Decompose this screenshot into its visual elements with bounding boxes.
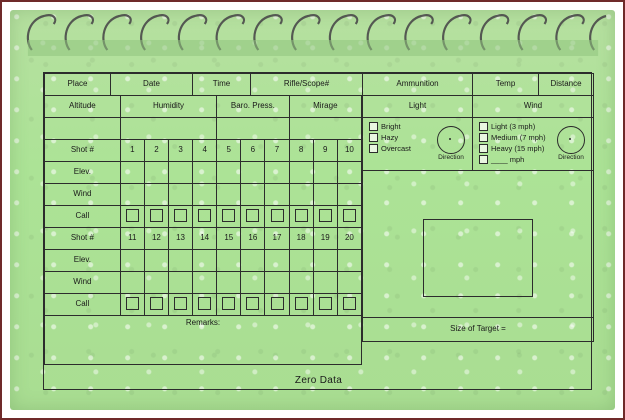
elev-cell[interactable] (144, 162, 168, 184)
call-checkbox[interactable] (246, 209, 259, 222)
section-title-wind: Wind (473, 96, 594, 118)
checkbox-icon[interactable] (369, 144, 378, 153)
table-row-call-2 (45, 294, 362, 316)
wind-cell[interactable] (120, 272, 144, 294)
checkbox-icon[interactable] (479, 155, 488, 164)
table-row-conditions (45, 96, 362, 118)
call-cell[interactable] (144, 294, 168, 316)
row-label-wind: Wind (45, 184, 121, 206)
shot-number: 18 (289, 228, 313, 250)
checkbox-icon[interactable] (479, 133, 488, 142)
shot-number: 14 (193, 228, 217, 250)
cell-baro-press[interactable]: Baro. Press. (217, 96, 289, 118)
elev-cell[interactable] (265, 162, 289, 184)
elev-cell[interactable] (313, 250, 337, 272)
elev-cell[interactable] (120, 162, 144, 184)
wind-cell[interactable] (217, 184, 241, 206)
call-cell[interactable] (313, 206, 337, 228)
header-cell-time[interactable]: Time (193, 74, 251, 96)
call-checkbox[interactable] (295, 209, 308, 222)
left-data-block (44, 95, 362, 365)
table-row (45, 74, 594, 96)
elev-cell[interactable] (265, 250, 289, 272)
wind-cell[interactable] (265, 184, 289, 206)
call-checkbox[interactable] (319, 209, 332, 222)
checkbox-icon[interactable] (479, 144, 488, 153)
cell-humidity[interactable]: Humidity (120, 96, 216, 118)
light-options-cell (363, 118, 473, 171)
wind-cell[interactable] (169, 272, 193, 294)
shot-number: 16 (241, 228, 265, 250)
shot-number: 15 (217, 228, 241, 250)
light-option-overcast[interactable] (369, 143, 430, 154)
elev-cell[interactable] (193, 162, 217, 184)
elev-cell[interactable] (337, 162, 361, 184)
light-direction-dial[interactable] (430, 118, 472, 170)
elev-cell[interactable] (144, 250, 168, 272)
wind-cell[interactable] (169, 184, 193, 206)
spiral-binding (10, 10, 615, 56)
table-row-light-wind-title (363, 96, 594, 118)
wind-option-custom-mph[interactable] (479, 154, 549, 165)
elev-cell[interactable] (169, 250, 193, 272)
elev-cell[interactable] (241, 162, 265, 184)
light-option-bright[interactable] (369, 121, 430, 132)
wind-cell[interactable] (241, 184, 265, 206)
call-checkbox[interactable] (174, 297, 187, 310)
row-label-call: Call (45, 206, 121, 228)
shot-number: 17 (265, 228, 289, 250)
wind-option-medium[interactable] (479, 132, 549, 143)
wind-options-cell (473, 118, 594, 171)
row-label-elev: Elev. (45, 162, 121, 184)
call-cell[interactable] (265, 294, 289, 316)
table-row-shot-header-1 (45, 140, 362, 162)
light-dial-label: Direction (438, 154, 464, 162)
table-row-target-area (363, 171, 594, 318)
checkbox-icon[interactable] (369, 133, 378, 142)
shot-number: 1 (120, 140, 144, 162)
compass-dial-icon[interactable] (557, 126, 585, 154)
value-humidity[interactable] (120, 118, 216, 140)
target-plot-cell[interactable] (363, 171, 594, 318)
section-title-light: Light (363, 96, 473, 118)
elev-cell[interactable] (337, 250, 361, 272)
table-row-size-of-target (363, 318, 594, 342)
table-row-remarks (45, 316, 362, 365)
call-checkbox[interactable] (198, 297, 211, 310)
call-cell[interactable] (217, 206, 241, 228)
call-cell[interactable] (289, 206, 313, 228)
cell-mirage[interactable]: Mirage (289, 96, 361, 118)
shot-number: 20 (337, 228, 361, 250)
call-checkbox[interactable] (271, 209, 284, 222)
shot-number: 10 (337, 140, 361, 162)
call-cell[interactable] (241, 206, 265, 228)
header-cell-distance[interactable]: Distance (539, 74, 594, 96)
row-label-call: Call (45, 294, 121, 316)
call-checkbox[interactable] (222, 209, 235, 222)
right-data-block (362, 95, 594, 342)
call-checkbox[interactable] (150, 297, 163, 310)
header-cell-ammunition[interactable]: Ammunition (363, 74, 473, 96)
zero-data-form (43, 72, 592, 390)
wind-cell[interactable] (313, 272, 337, 294)
call-checkbox[interactable] (174, 209, 187, 222)
table-row-wind-2 (45, 272, 362, 294)
checkbox-icon[interactable] (479, 122, 488, 131)
elev-cell[interactable] (217, 162, 241, 184)
shot-number: 8 (289, 140, 313, 162)
shot-number: 3 (169, 140, 193, 162)
table-row-shot-header-2 (45, 228, 362, 250)
light-option-label: Hazy (381, 132, 399, 142)
wind-cell[interactable] (144, 272, 168, 294)
wind-option-label: Medium (7 mph) (491, 132, 546, 142)
call-cell[interactable] (313, 294, 337, 316)
header-cell-temp[interactable]: Temp (473, 74, 539, 96)
wind-dial-label: Direction (558, 154, 584, 162)
call-checkbox[interactable] (198, 209, 211, 222)
wind-cell[interactable] (144, 184, 168, 206)
call-cell[interactable] (265, 206, 289, 228)
row-label-shot: Shot # (45, 140, 121, 162)
wind-cell[interactable] (265, 272, 289, 294)
value-mirage[interactable] (289, 118, 361, 140)
elev-cell[interactable] (241, 250, 265, 272)
shot-number: 4 (193, 140, 217, 162)
call-checkbox[interactable] (246, 297, 259, 310)
wind-cell[interactable] (120, 184, 144, 206)
form-footer-title: Zero Data (294, 375, 343, 386)
light-option-label: Overcast (381, 143, 412, 153)
remarks-label[interactable]: Remarks: (45, 316, 362, 365)
row-label-elev: Elev. (45, 250, 121, 272)
call-cell[interactable] (241, 294, 265, 316)
shot-number: 6 (241, 140, 265, 162)
call-cell[interactable] (217, 294, 241, 316)
row-label-shot: Shot # (45, 228, 121, 250)
table-row-elev-1 (45, 162, 362, 184)
value-altitude[interactable] (45, 118, 121, 140)
shot-number: 5 (217, 140, 241, 162)
size-of-target-label[interactable]: Size of Target = (363, 318, 594, 342)
call-cell[interactable] (193, 206, 217, 228)
call-checkbox[interactable] (126, 209, 139, 222)
wind-cell[interactable] (217, 272, 241, 294)
call-cell[interactable] (337, 206, 361, 228)
call-checkbox[interactable] (271, 297, 284, 310)
table-row-call-1 (45, 206, 362, 228)
wind-option-heavy[interactable] (479, 143, 549, 154)
wind-cell[interactable] (193, 184, 217, 206)
wind-cell[interactable] (289, 272, 313, 294)
call-checkbox[interactable] (319, 297, 332, 310)
elev-cell[interactable] (289, 162, 313, 184)
row-label-wind: Wind (45, 272, 121, 294)
compass-dial-icon[interactable] (437, 126, 465, 154)
wind-cell[interactable] (241, 272, 265, 294)
light-option-hazy[interactable] (369, 132, 430, 143)
target-square[interactable] (423, 219, 533, 297)
wind-option-label: Light (3 mph) (491, 121, 536, 131)
elev-cell[interactable] (313, 162, 337, 184)
wind-option-label: ____ mph (491, 154, 525, 164)
wind-option-light[interactable] (479, 121, 549, 132)
shot-number: 19 (313, 228, 337, 250)
table-row-elev-2 (45, 250, 362, 272)
call-checkbox[interactable] (343, 209, 356, 222)
shot-number: 11 (120, 228, 144, 250)
checkbox-icon[interactable] (369, 122, 378, 131)
wind-cell[interactable] (193, 272, 217, 294)
call-checkbox[interactable] (222, 297, 235, 310)
call-cell[interactable] (120, 294, 144, 316)
call-cell[interactable] (337, 294, 361, 316)
call-cell[interactable] (169, 206, 193, 228)
header-cell-rifle-scope[interactable]: Rifle/Scope# (251, 74, 363, 96)
header-cell-place[interactable]: Place (45, 74, 111, 96)
shot-number: 9 (313, 140, 337, 162)
elev-cell[interactable] (169, 162, 193, 184)
call-cell[interactable] (120, 206, 144, 228)
call-checkbox[interactable] (126, 297, 139, 310)
wind-option-label: Heavy (15 mph) (491, 143, 545, 153)
wind-direction-dial[interactable] (549, 118, 593, 170)
call-checkbox[interactable] (343, 297, 356, 310)
wind-cell[interactable] (337, 184, 361, 206)
wind-cell[interactable] (337, 272, 361, 294)
value-baro-press[interactable] (217, 118, 289, 140)
call-cell[interactable] (193, 294, 217, 316)
header-cell-date[interactable]: Date (111, 74, 193, 96)
call-checkbox[interactable] (150, 209, 163, 222)
table-row-light-wind-options (363, 118, 594, 171)
note-sheet (10, 10, 615, 410)
table-row-conditions-values (45, 118, 362, 140)
shot-number: 2 (144, 140, 168, 162)
elev-cell[interactable] (217, 250, 241, 272)
call-cell[interactable] (144, 206, 168, 228)
call-cell[interactable] (289, 294, 313, 316)
cell-altitude[interactable]: Altitude (45, 96, 121, 118)
shot-number: 7 (265, 140, 289, 162)
table-row-wind-1 (45, 184, 362, 206)
light-option-label: Bright (381, 121, 401, 131)
shot-number: 13 (169, 228, 193, 250)
shot-number: 12 (144, 228, 168, 250)
elev-cell[interactable] (120, 250, 144, 272)
elev-cell[interactable] (193, 250, 217, 272)
header-row-table (44, 73, 594, 96)
wind-cell[interactable] (313, 184, 337, 206)
elev-cell[interactable] (289, 250, 313, 272)
call-cell[interactable] (169, 294, 193, 316)
call-checkbox[interactable] (295, 297, 308, 310)
wind-cell[interactable] (289, 184, 313, 206)
